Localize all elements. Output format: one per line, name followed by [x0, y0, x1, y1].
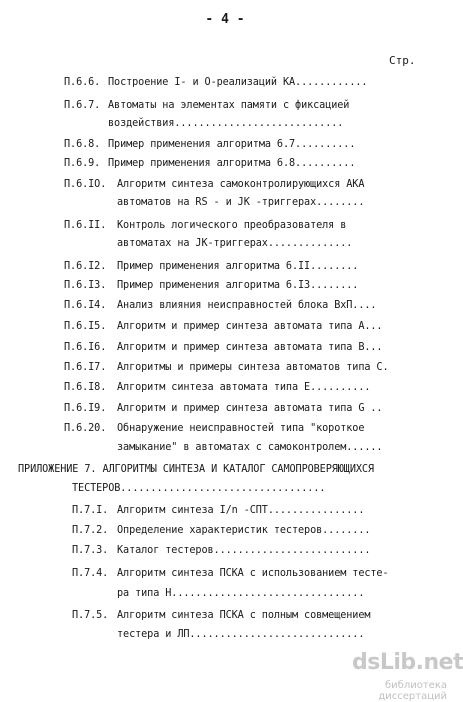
entry-title: Алгоритм и пример синтеза автомата типа А... [117, 321, 383, 332]
entry-title: Пример применения алгоритма 6.II........ [117, 261, 359, 272]
entry-title: Алгоритм синтеза ПСКА с использованием тесте- [117, 568, 389, 579]
entry-number: П.6.9. [64, 158, 101, 169]
entry-title: Алгоритм синтеза ПСКА с полным совмещением [117, 610, 371, 621]
watermark-logo: dsLib.net [352, 650, 463, 675]
entry-title: Пример применения алгоритма 6.I3........ [117, 280, 359, 291]
entry-number: П.6.I7. [64, 362, 107, 373]
entry-number: П.6.I3. [64, 280, 107, 291]
entry-title-cont: тестера и ЛП............................. [117, 629, 365, 640]
entry-title: Алгоритм и пример синтеза автомата типа В... [117, 342, 383, 353]
entry-number: П.6.IO. [64, 179, 107, 190]
entry-title: Алгоритм синтеза автомата типа Е.......... [117, 382, 371, 393]
entry-title: Определение характеристик тестеров........ [117, 525, 371, 536]
watermark-subtitle: библиотека диссертаций [378, 680, 447, 702]
entry-number: П.7.3. [72, 545, 109, 556]
entry-number: П.6.II. [64, 220, 107, 231]
appendix-heading-cont: ТЕСТЕРОВ.................................. [72, 483, 326, 494]
entry-title: Алгоритм синтеза I/n -СПТ................ [117, 505, 365, 516]
entry-title: Алгоритм синтеза самоконтролирующихся АКА [117, 179, 365, 190]
entry-title: Каталог тестеров.......................... [117, 545, 371, 556]
entry-number: П.6.I6. [64, 342, 107, 353]
page-number: - 4 - [205, 12, 245, 27]
entry-title-cont: автоматов на RS - и JK -триггерах........ [117, 197, 365, 208]
entry-title: Анализ влияния неисправностей блока ВхП.... [117, 300, 377, 311]
entry-number: П.6.8. [64, 139, 101, 150]
entry-number: П.6.I2. [64, 261, 107, 272]
entry-number: П.7.2. [72, 525, 109, 536]
entry-title: Пример применения алгоритма 6.7.......... [108, 139, 356, 150]
entry-number: П.7.I. [72, 505, 109, 516]
entry-title: Алгоритмы и примеры синтеза автоматов типа С. [117, 362, 389, 373]
page-column-label: Стр. [389, 54, 416, 67]
entry-title: Алгоритм и пример синтеза автомата типа G .. [117, 403, 383, 414]
entry-title: Построение I- и O-реализаций КА............ [108, 77, 368, 88]
entry-title: Автоматы на элементах памяти с фиксацией [108, 100, 350, 111]
entry-number: П.7.4. [72, 568, 109, 579]
dslib-watermark [342, 650, 463, 702]
entry-number: П.6.I8. [64, 382, 107, 393]
entry-number: П.6.20. [64, 423, 107, 434]
entry-title-cont: ра типа Н................................ [117, 588, 365, 599]
entry-title: Контроль логического преобразователя в [117, 220, 347, 231]
entry-number: П.6.6. [64, 77, 101, 88]
entry-number: П.6.I4. [64, 300, 107, 311]
entry-title: Обнаружение неисправностей типа "короткое [117, 423, 365, 434]
appendix-heading: ПРИЛОЖЕНИЕ 7. АЛГОРИТМЫ СИНТЕЗА И КАТАЛОГ САМОПРОВЕРЯЮЩИХСЯ [18, 464, 374, 475]
entry-number: П.6.I9. [64, 403, 107, 414]
entry-title-cont: воздействия............................ [108, 118, 344, 129]
entry-number: П.6.I5. [64, 321, 107, 332]
entry-title: Пример применения алгоритма 6.8.......... [108, 158, 356, 169]
entry-number: П.7.5. [72, 610, 109, 621]
entry-number: П.6.7. [64, 100, 101, 111]
entry-title-cont: автоматах на JK-триггерах.............. [117, 238, 353, 249]
entry-title-cont: замыкание" в автоматах с самоконтролем...... [117, 442, 383, 453]
